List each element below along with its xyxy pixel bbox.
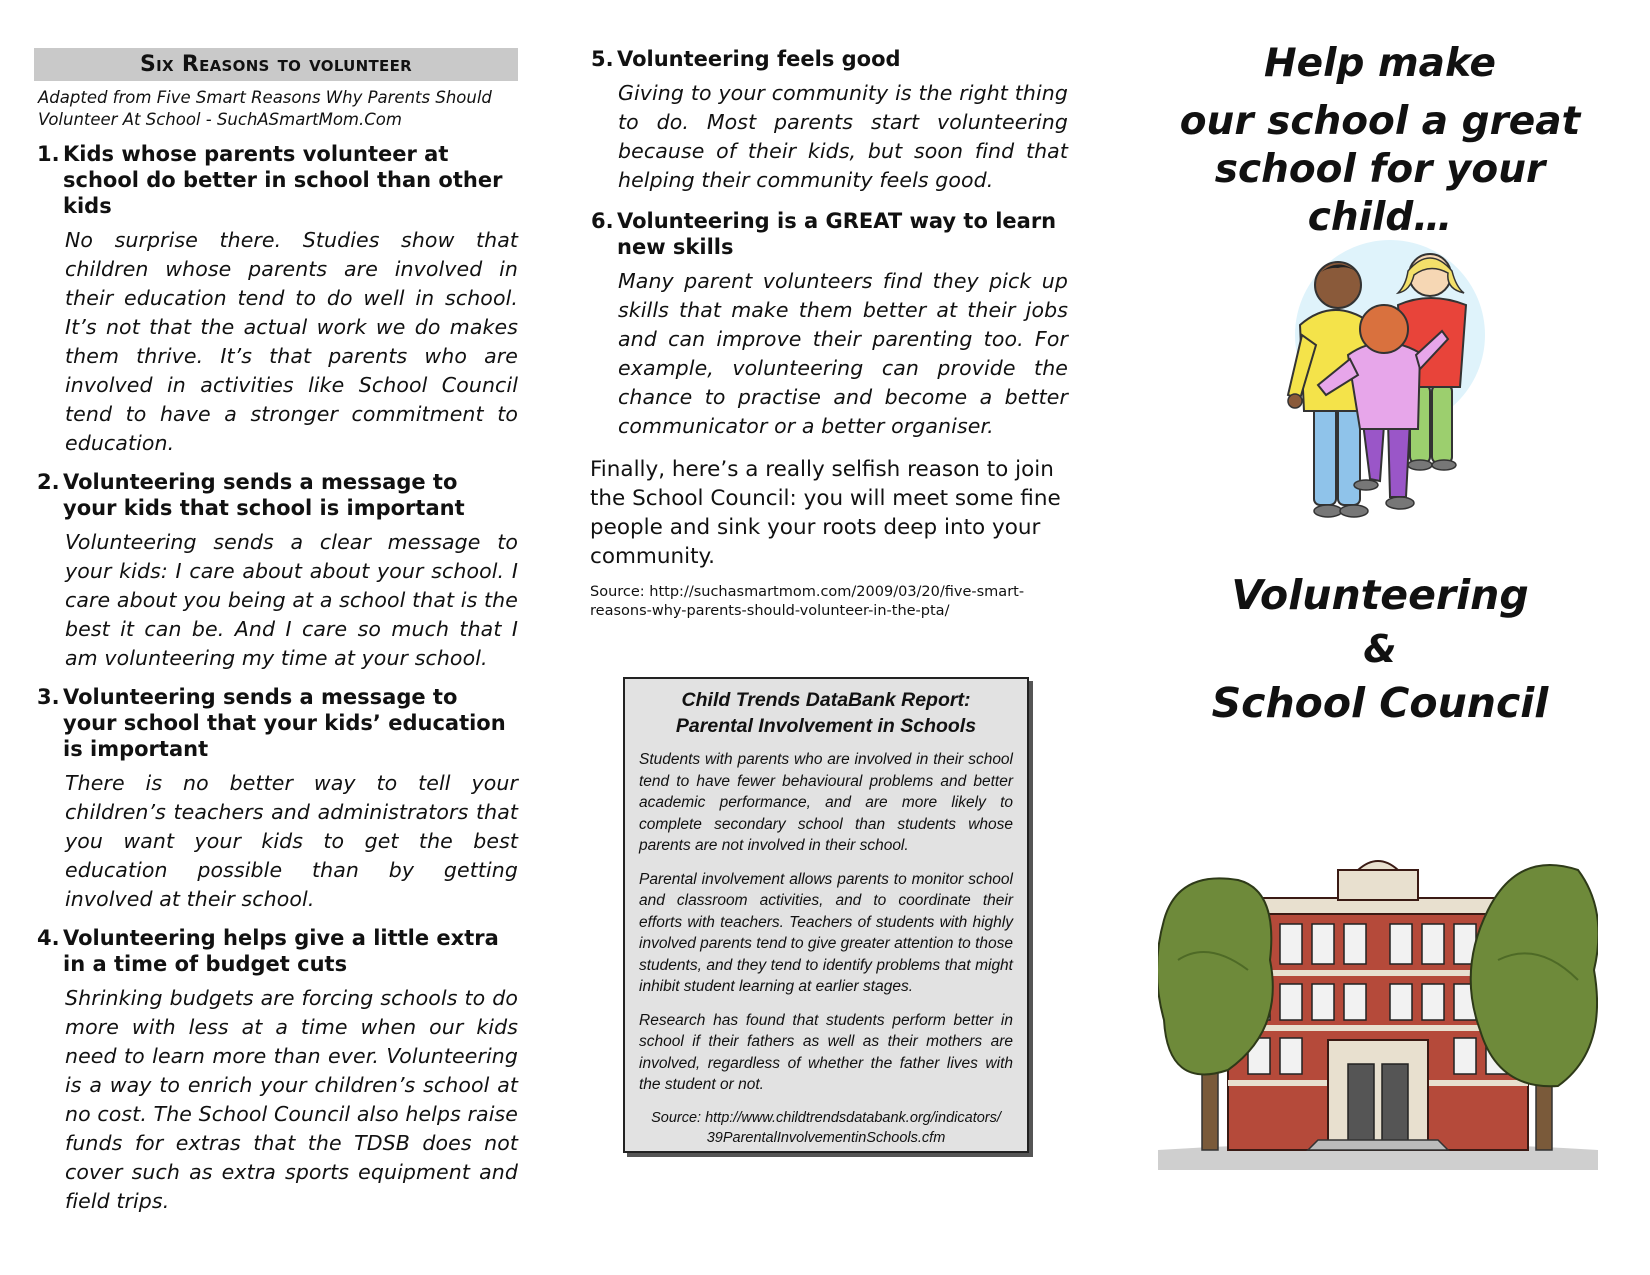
reason-heading [34, 684, 518, 762]
cover-heading-line: our school a great [1179, 99, 1581, 144]
reason-list-continued [588, 46, 1068, 441]
reason-number: 3. [37, 685, 60, 709]
reason-number: 4. [37, 926, 60, 950]
reason-heading [34, 469, 518, 521]
reason-body: Giving to your community is the right thing to do. Most parents start volunteering because of their kids, but soon find that helping their community feels good. [618, 81, 1068, 192]
reason-item [34, 925, 518, 1216]
reason-title: Volunteering helps give a little extra in a time of budget cuts [63, 926, 499, 976]
school-building-clipart-icon [1158, 850, 1598, 1170]
reason-heading [588, 208, 1068, 260]
cover-heading-line: school for your child… [1214, 147, 1546, 240]
reason-title: Volunteering sends a message to your kids that school is important [63, 470, 465, 520]
reason-body: There is no better way to tell your children’s teachers and administrators that you want your kids to get the best education possible than by getting involved at their school. [65, 771, 518, 911]
reason-item [34, 141, 518, 458]
reason-item [34, 469, 518, 673]
cover-heading-line: Help make [1264, 41, 1496, 86]
report-title-line: Parental Involvement in Schools [675, 715, 977, 737]
brochure-title [1140, 567, 1620, 731]
banner-text: Six Reasons to volunteer [140, 52, 412, 77]
six-reasons-column [34, 48, 518, 1227]
report-source-line: Source: http://www.childtrendsdatabank.org/indicators/ [651, 1109, 1001, 1126]
reason-item [34, 684, 518, 914]
reason-list [34, 141, 518, 1216]
report-paragraph: Students with parents who are involved in their school tend to have fewer behavioural problems and better academic performance, and are more likely to complete secondary school than students whose parents are not involved in their school. [639, 751, 1013, 854]
title-line-school-council: School Council [1211, 679, 1549, 727]
more-reasons-column [588, 46, 1068, 621]
title-line-volunteering: Volunteering [1231, 571, 1529, 619]
reason-heading [34, 925, 518, 977]
reason-body: No surprise there. Studies show that children whose parents are involved in their education tend to do well in school. It’s not that the actual work we do makes them thrive. It’s that parents who are involved in activities like School Council tend to have a stronger commitment to education. [65, 228, 518, 455]
children-clipart-icon [1270, 235, 1510, 535]
reason-number: 6. [591, 209, 614, 233]
source-citation: Source: http://suchasmartmom.com/2009/03/20/five-smart-reasons-why-parents-should-volunteer-in-the-pta/ [590, 584, 1025, 619]
report-title-line: Child Trends DataBank Report: [681, 689, 971, 711]
report-source-line: 39ParentalInvolvementinSchools.cfm [706, 1129, 946, 1146]
reason-number: 2. [37, 470, 60, 494]
reason-title: Kids whose parents volunteer at school do better in school than other kids [63, 142, 503, 218]
report-paragraph: Parental involvement allows parents to monitor school and classroom activities, and to coordinate their efforts with teachers. Teachers of students with highly involved parents tend to give greater attention to those students, and they tend to identify problems that might inhibit student learning at earlier stages. [639, 870, 1013, 995]
report-source [639, 1108, 1013, 1148]
closing-paragraph: Finally, here’s a really selfish reason to join the School Council: you will meet some fine people and sink your roots deep into your community. [590, 457, 1061, 569]
reason-item [588, 208, 1068, 441]
reason-title: Volunteering is a GREAT way to learn new skills [617, 209, 1057, 259]
title-ampersand: & [1363, 627, 1397, 671]
reason-item [588, 46, 1068, 195]
reason-number: 1. [37, 142, 60, 166]
reason-title: Volunteering sends a message to your school that your kids’ education is important [63, 685, 506, 761]
reason-number: 5. [591, 47, 614, 71]
child-trends-report-box [623, 677, 1029, 1153]
reason-body: Many parent volunteers find they pick up skills that make them better at their jobs and can improve their parenting too. For example, volunteering can provide the chance to practise and become a better communicator or a better organiser. [618, 269, 1068, 438]
reason-body: Shrinking budgets are forcing schools to do more with less at a time when our kids need to learn more than ever. Volunteering is a way to enrich your children’s school at no cost. The School Council also helps raise funds for extras that the TDSB does not cover such as extra sports equipment and field trips. [65, 986, 518, 1213]
reason-body: Volunteering sends a clear message to your kids: I care about about your school. I care about you being at a school that is the best it can be. And I care so much that I am volunteering my time at your school. [65, 530, 518, 670]
cover-heading [1140, 40, 1620, 242]
adapted-note: Adapted from Five Smart Reasons Why Parents Should Volunteer At School - SuchASmartMom.Com [38, 88, 492, 129]
report-title [639, 687, 1013, 739]
reason-heading [588, 46, 1068, 72]
report-paragraph: Research has found that students perform better in school if their fathers as well as their mothers are involved, regardless of whether the father lives with the student or not. [639, 1011, 1013, 1093]
reason-heading [34, 141, 518, 219]
six-reasons-banner [34, 48, 518, 81]
reason-title: Volunteering feels good [617, 47, 901, 71]
